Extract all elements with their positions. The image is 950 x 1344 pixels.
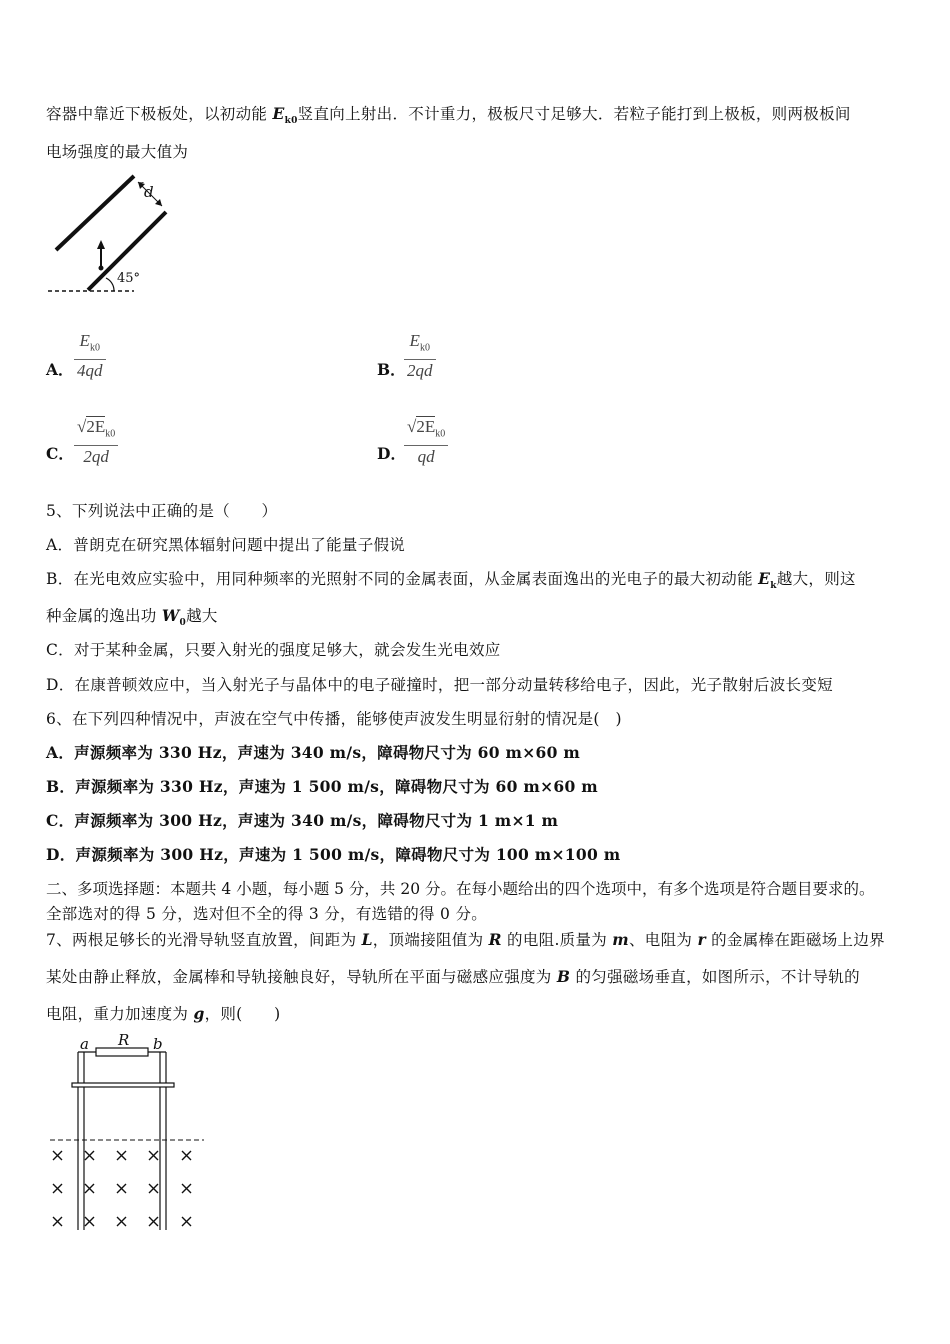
fig-label-angle: 45° [117,271,141,286]
section2-heading-line1: 二、多项选择题：本题共 4 小题，每小题 5 分，共 20 分。在每小题给出的四个选项中，有多个选项是符合题目要求的。 [46,880,875,898]
q6-stem: 6、在下列四种情况中，声波在空气中传播，能够使声波发生明显衍射的情况是( ) [46,710,622,728]
q4-option-d-letter[interactable]: D． [377,444,406,463]
q4-option-c-fraction: $\frac{√2E_{k0}}{2qd}$ [74,416,118,468]
fig-label-a: a [80,1035,89,1053]
q4-stem-line1: 容器中靠近下极板处，以初动能 $E_{k0}$竖直向上射出．不计重力，极板尺寸足够大．若粒子能打到上极板，则两极板间 [46,104,851,127]
q5-stem: 5、下列说法中正确的是（ ） [46,502,278,520]
capacitor-plates-figure [44,168,184,298]
q4-option-d-fraction: $\frac{√2E_{k0}}{qd}$ [404,416,448,468]
q6-option-c[interactable]: C．声源频率为 300 Hz，声速为 340 m/s，障碍物尺寸为 1 m×1 m [46,811,559,830]
q6-option-b[interactable]: B．声源频率为 330 Hz，声速为 1 500 m/s，障碍物尺寸为 60 m×60 m [46,777,598,796]
q4-option-b-fraction: $\frac{E_{k0}}{2qd}$ [404,330,436,382]
q7-stem-line1: 7、两根足够长的光滑导轨竖直放置，间距为 L，顶端接阻值为 R 的电阻.质量为 m、电阻为 r 的金属棒在距磁场上边界 [46,930,885,949]
q5-option-b-line2[interactable]: 种金属的逸出功 $W_0$越大 [46,606,218,629]
q4-option-a-fraction: $\frac{E_{k0}}{4qd}$ [74,330,106,382]
q4-stem-line2: 电场强度的最大值为 [46,143,189,161]
q6-option-d[interactable]: D．声源频率为 300 Hz，声速为 1 500 m/s，障碍物尺寸为 100 m×100 m [46,845,621,864]
q5-option-a[interactable]: A．普朗克在研究黑体辐射问题中提出了能量子假说 [46,536,406,554]
q5-option-d[interactable]: D．在康普顿效应中，当入射光子与晶体中的电子碰撞时，把一部分动量转移给电子，因此，光子散射后波长变短 [46,676,833,694]
q7-stem-line2: 某处由静止释放，金属棒和导轨接触良好，导轨所在平面与磁感应强度为 B 的匀强磁场垂直，如图所示，不计导轨的 [46,967,860,986]
q7-stem-line3: 电阻，重力加速度为 g，则( ) [46,1004,281,1023]
fig-label-d: d [144,183,154,201]
q5-option-c[interactable]: C．对于某种金属，只要入射光的强度足够大，就会发生光电效应 [46,641,501,659]
q6-option-a[interactable]: A．声源频率为 330 Hz，声速为 340 m/s，障碍物尺寸为 60 m×60 m [46,743,581,762]
rail-circuit-figure [44,1030,214,1235]
q4-option-a-letter[interactable]: A． [46,360,74,379]
q4-option-b-letter[interactable]: B． [377,360,406,379]
fig-label-R: R [118,1031,130,1049]
fig-label-b: b [153,1035,163,1053]
q4-option-c-letter[interactable]: C． [46,444,74,463]
section2-heading-line2: 全部选对的得 5 分，选对但不全的得 3 分，有选错的得 0 分。 [46,905,488,923]
q5-option-b-line1[interactable]: B．在光电效应实验中，用同种频率的光照射不同的金属表面，从金属表面逸出的光电子的最大初动能 $E_k$越大，则这 [46,569,856,592]
